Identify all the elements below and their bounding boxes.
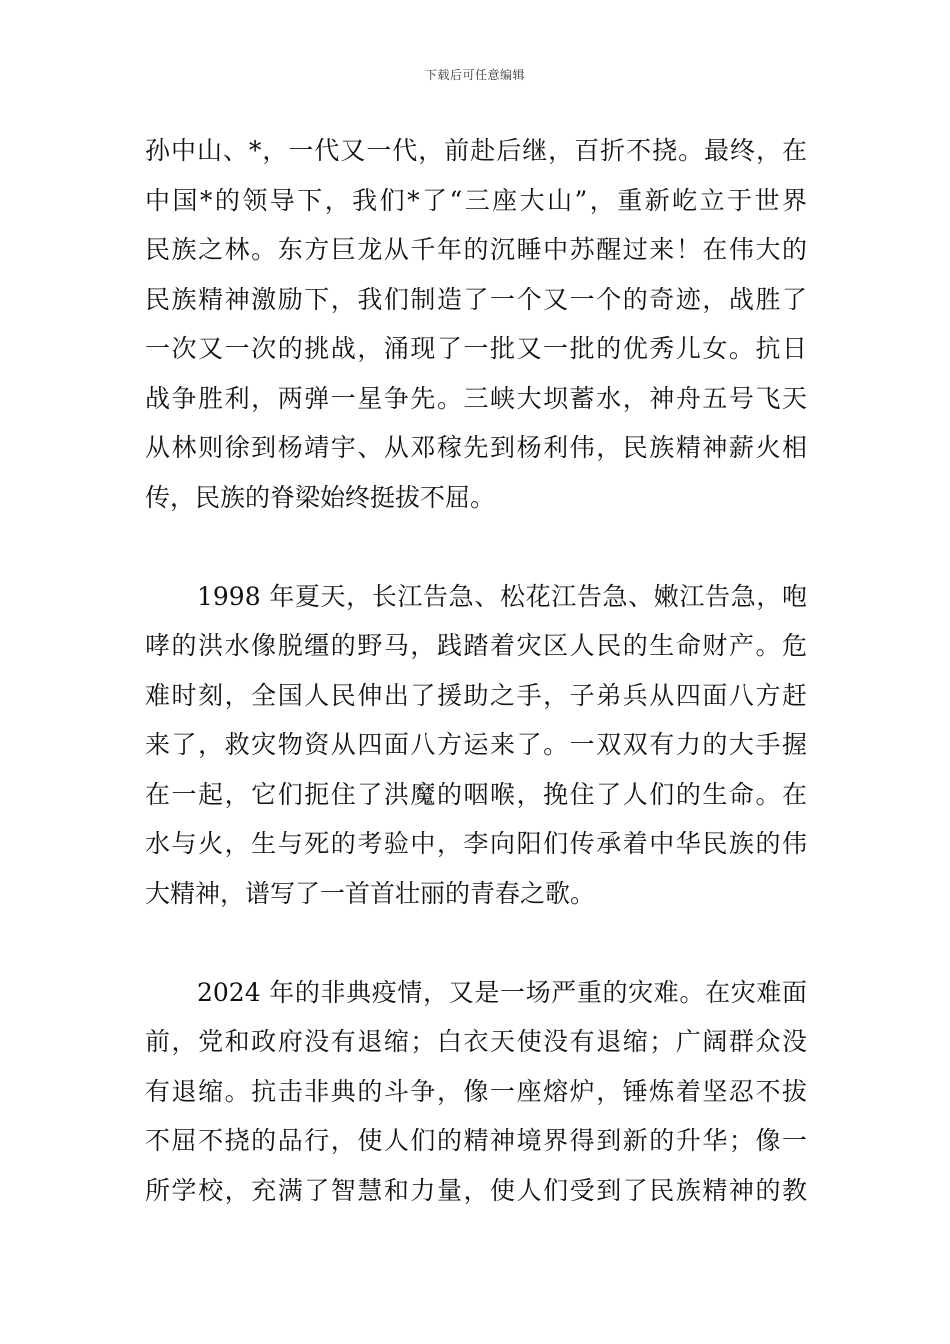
document-body bbox=[145, 126, 807, 1215]
text-line: 不屈不挠的品行，使人们的精神境界得到新的升华；像一 bbox=[145, 1126, 807, 1155]
paragraph-spacer bbox=[145, 522, 807, 572]
text-line: 民族之林。东方巨龙从千年的沉睡中苏醒过来！在伟大的 bbox=[145, 235, 807, 264]
text-line: 有退缩。抗击非典的斗争，像一座熔炉，锤炼着坚忍不拔 bbox=[145, 1076, 807, 1106]
text-line: 所学校，充满了智慧和力量，使人们受到了民族精神的教 bbox=[145, 1175, 807, 1205]
text-line: 在一起，它们扼住了洪魔的咽喉，挽住了人们的生命。在 bbox=[145, 779, 807, 809]
paragraph-spacer bbox=[145, 918, 807, 968]
text-line: 传，民族的脊梁始终挺拔不屈。 bbox=[145, 482, 496, 512]
text-line: 一次又一次的挑战，涌现了一批又一批的优秀儿女。抗日 bbox=[145, 334, 807, 363]
text-line: 难时刻，全国人民伸出了援助之手，子弟兵从四面八方赶 bbox=[145, 680, 807, 710]
text-line: 战争胜利，两弹一星争先。三峡大坝蓄水，神舟五号飞天 bbox=[145, 383, 807, 413]
text-line: 哮的洪水像脱缰的野马，践踏着灾区人民的生命财产。危 bbox=[145, 631, 807, 660]
page-header: 下载后可任意编辑 bbox=[424, 68, 525, 82]
text-line: 大精神，谱写了一首首壮丽的青春之歌。 bbox=[145, 878, 596, 908]
text-line: 前，党和政府没有退缩；白衣天使没有退缩；广阔群众没 bbox=[145, 1027, 807, 1056]
text-line: 民族精神激励下，我们制造了一个又一个的奇迹，战胜了 bbox=[145, 284, 807, 314]
text-line: 水与火，生与死的考验中，李向阳们传承着中华民族的伟 bbox=[145, 829, 807, 858]
text-line: 来了，救灾物资从四面八方运来了。一双双有力的大手握 bbox=[145, 730, 807, 759]
text-line: 孙中山、*，一代又一代，前赴后继，百折不挠。最终，在 bbox=[145, 136, 807, 165]
text-line: 1998 年夏天，长江告急、松花江告急、嫩江告急，咆 bbox=[197, 581, 807, 611]
text-line: 2024 年的非典疫情，又是一场严重的灾难。在灾难面 bbox=[197, 977, 807, 1007]
text-line: 中国*的领导下，我们*了“三座大山”，重新屹立于世界 bbox=[145, 185, 807, 215]
text-line: 从林则徐到杨靖宇、从邓稼先到杨利伟，民族精神薪火相 bbox=[145, 433, 807, 462]
